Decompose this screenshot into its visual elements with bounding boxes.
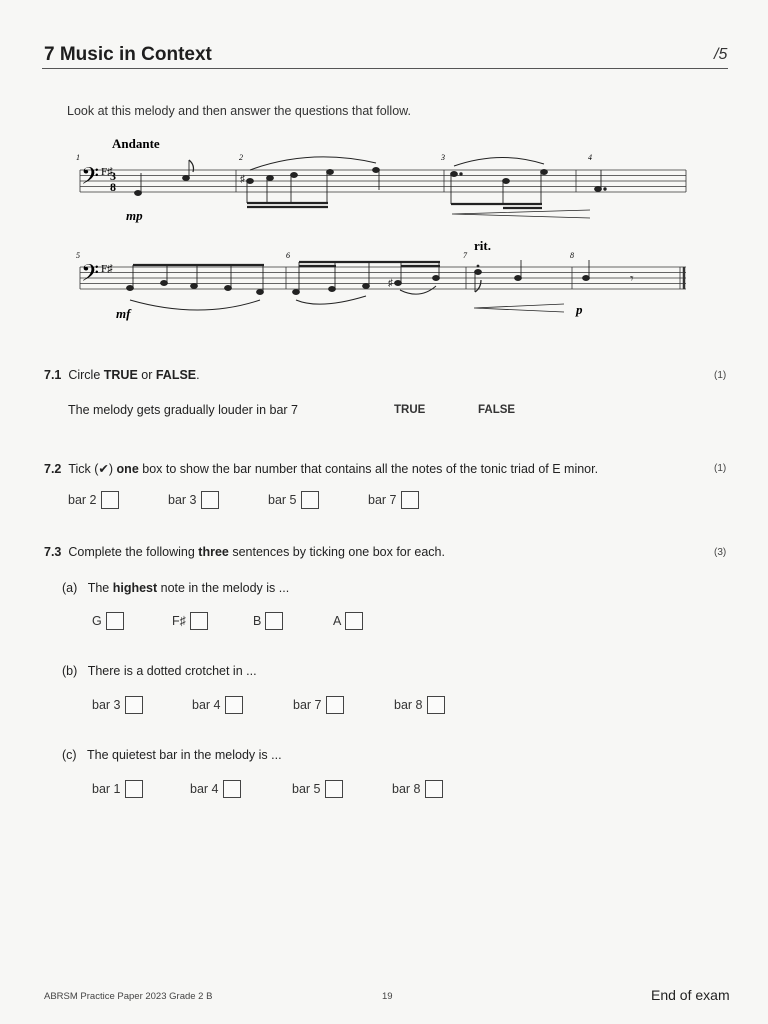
- tick-box[interactable]: [125, 696, 143, 714]
- notes-bar-5: [127, 265, 264, 310]
- part-letter: (b): [62, 664, 78, 678]
- footer-source: ABRSM Practice Paper 2023 Grade 2 B: [44, 991, 213, 1002]
- key-signature-sharp: F♯: [101, 166, 113, 178]
- part-c-prompt: [62, 748, 282, 762]
- question-number: 7.3: [44, 545, 62, 559]
- time-signature-top: 3: [110, 169, 116, 183]
- header-rule: [42, 68, 728, 69]
- option-c-3: [292, 780, 343, 798]
- prompt-bold: one: [116, 462, 139, 476]
- option-label: bar 3: [168, 493, 197, 507]
- sharp-icon: ♯: [240, 174, 245, 185]
- tick-box[interactable]: [401, 491, 419, 509]
- part-text: note in the melody is ...: [157, 581, 290, 595]
- option-label: bar 4: [190, 782, 219, 796]
- sharp-icon: ♯: [388, 278, 393, 289]
- part-bold: highest: [112, 581, 158, 595]
- page-number: 19: [382, 991, 393, 1002]
- option-b-4: [394, 696, 445, 714]
- option-bar-5: [268, 491, 319, 509]
- part-letter: (c): [62, 748, 77, 762]
- tick-box[interactable]: [265, 612, 283, 630]
- notes-bar-6: [293, 262, 440, 304]
- option-label: bar 7: [293, 698, 322, 712]
- option-label: bar 4: [192, 698, 221, 712]
- section-marks: /5: [714, 46, 728, 63]
- intro-text: Look at this melody and then answer the questions that follow.: [67, 104, 411, 118]
- notes-bar-8: [583, 260, 634, 287]
- question-marks: (1): [714, 370, 727, 381]
- option-b-2: [192, 696, 243, 714]
- question-number: 7.1: [44, 368, 62, 382]
- prompt-text: box to show the bar number that contains all the notes of the tonic triad of E minor.: [138, 462, 599, 476]
- tick-box[interactable]: [425, 780, 443, 798]
- diminuendo-hairpin: [474, 304, 564, 312]
- prompt-text: Complete the following: [68, 545, 199, 559]
- option-label: bar 2: [68, 493, 97, 507]
- question-7-1-statement: The melody gets gradually louder in bar 7: [68, 403, 298, 417]
- section-title: 7 Music in Context: [44, 44, 212, 65]
- tick-box[interactable]: [201, 491, 219, 509]
- notes-bar-7: [474, 260, 564, 312]
- staff-system-2: [80, 267, 686, 289]
- bar-number: 2: [239, 153, 243, 162]
- option-label: bar 5: [292, 782, 321, 796]
- bar-number: 4: [588, 153, 592, 162]
- option-label: bar 5: [268, 493, 297, 507]
- bar-number: 3: [441, 153, 445, 162]
- notes-bar-1: [134, 160, 194, 196]
- part-text: There is a dotted crotchet in ...: [87, 664, 257, 678]
- option-a-2: [172, 612, 208, 630]
- prompt-text: Circle: [68, 368, 104, 382]
- dynamic-mf: mf: [116, 306, 131, 321]
- notes-bar-3: [451, 157, 590, 218]
- bar-number: 6: [286, 251, 290, 260]
- tick-box[interactable]: [326, 696, 344, 714]
- option-a-3: [253, 612, 283, 630]
- option-c-2: [190, 780, 241, 798]
- option-label: bar 7: [368, 493, 397, 507]
- false-option[interactable]: FALSE: [478, 404, 516, 416]
- part-text: The: [87, 581, 113, 595]
- question-marks: (3): [714, 547, 727, 558]
- end-of-exam: End of exam: [651, 987, 730, 1003]
- prompt-text: Tick (✔): [68, 462, 117, 476]
- rest-icon: 𝄾: [630, 272, 634, 287]
- tick-box[interactable]: [301, 491, 319, 509]
- question-7-1-prompt: [44, 368, 200, 382]
- tick-box[interactable]: [345, 612, 363, 630]
- question-7-3-prompt: [44, 545, 445, 559]
- true-option[interactable]: TRUE: [394, 404, 426, 416]
- tick-box[interactable]: [106, 612, 124, 630]
- part-text: The quietest bar in the melody is ...: [87, 748, 282, 762]
- bar-number: 7: [463, 251, 467, 260]
- crescendo-hairpin: [452, 210, 590, 218]
- option-label: bar 1: [92, 782, 121, 796]
- part-b-prompt: [62, 664, 257, 678]
- part-a-prompt: [62, 581, 289, 595]
- rit-marking: rit.: [474, 238, 491, 253]
- bar-number: 5: [76, 251, 80, 260]
- bar-number: 1: [76, 153, 80, 162]
- option-label: G: [92, 614, 102, 628]
- dynamic-mp: mp: [126, 208, 143, 223]
- bass-clef-icon: 𝄢: [81, 261, 100, 292]
- option-b-1: [92, 696, 143, 714]
- bass-clef-icon: 𝄢: [81, 164, 100, 195]
- prompt-text: .: [196, 368, 200, 382]
- tick-box[interactable]: [325, 780, 343, 798]
- option-c-1: [92, 780, 143, 798]
- option-label: B: [253, 614, 262, 628]
- option-label: bar 8: [392, 782, 421, 796]
- tick-box[interactable]: [225, 696, 243, 714]
- tick-box[interactable]: [223, 780, 241, 798]
- option-label: A: [333, 614, 342, 628]
- prompt-bold: three: [198, 545, 229, 559]
- option-bar-3: [168, 491, 219, 509]
- prompt-text: sentences by ticking one box for each.: [228, 545, 445, 559]
- notes-bar-2: [240, 157, 379, 207]
- option-bar-7: [368, 491, 419, 509]
- tick-box[interactable]: [125, 780, 143, 798]
- music-score: [70, 130, 700, 330]
- option-c-4: [392, 780, 443, 798]
- option-bar-2: [68, 491, 119, 509]
- key-signature-sharp: F♯: [101, 263, 113, 275]
- prompt-bold: FALSE: [155, 368, 197, 382]
- prompt-text: or: [137, 368, 156, 382]
- part-letter: (a): [62, 581, 78, 595]
- option-label: F♯: [172, 614, 186, 628]
- time-signature-bottom: 8: [110, 180, 116, 194]
- question-marks: (1): [714, 463, 727, 474]
- question-number: 7.2: [44, 462, 62, 476]
- dynamic-p: p: [576, 302, 583, 317]
- prompt-bold: TRUE: [103, 368, 138, 382]
- option-label: bar 3: [92, 698, 121, 712]
- option-b-3: [293, 696, 344, 714]
- option-a-4: [333, 612, 363, 630]
- bar-number: 8: [570, 251, 574, 260]
- question-7-2-prompt: [44, 461, 598, 476]
- tick-box[interactable]: [190, 612, 208, 630]
- tempo-marking: Andante: [112, 136, 160, 151]
- tick-box[interactable]: [427, 696, 445, 714]
- option-a-1: [92, 612, 124, 630]
- tick-box[interactable]: [101, 491, 119, 509]
- option-label: bar 8: [394, 698, 423, 712]
